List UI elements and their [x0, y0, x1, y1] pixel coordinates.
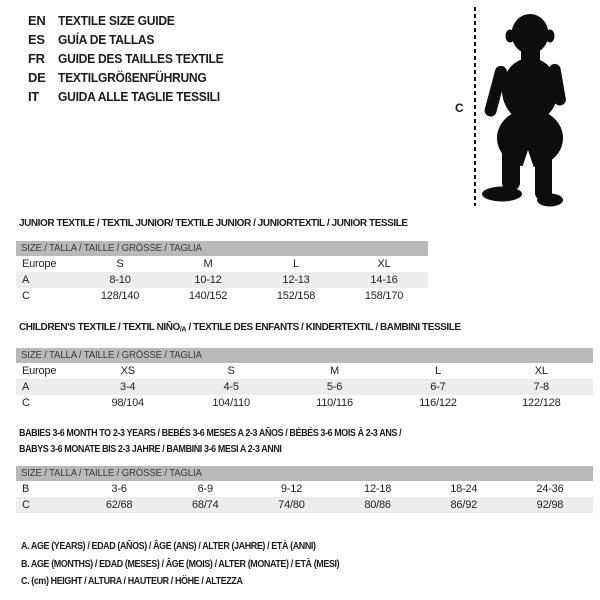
table-cell: 4-5: [223, 380, 239, 393]
table-cell: S: [116, 258, 124, 270]
table-cell: 12-13: [282, 274, 310, 286]
childrens-textile-table: [16, 321, 593, 411]
table-cell: 18-24: [450, 483, 478, 495]
baby-silhouette-icon: [480, 8, 574, 208]
table-cell: 92/98: [536, 499, 564, 511]
language-code: ES: [28, 32, 45, 47]
table-title-line1: BABIES 3-6 MONTH TO 2-3 YEARS / BEBÉS 3-6 MESES A 2-3 AÑOS / BÉBÉS 3-6 MOIS À 2-3 ANS /: [19, 427, 402, 439]
size-header-bar: [16, 241, 428, 256]
table-cell: 8-10: [109, 274, 131, 286]
table-row: [16, 363, 593, 379]
row-label: C: [22, 290, 30, 302]
size-bar-text: SIZE / TALLA / TAILLE / GRÖSSE / TAGLIA: [21, 348, 202, 361]
header-row-de: [28, 68, 236, 87]
guide-title: GUÍA DE TALLAS: [58, 32, 155, 47]
table-body: [16, 256, 428, 304]
table-row: [16, 481, 593, 497]
table-title: [19, 321, 593, 336]
table-cell: M: [203, 258, 213, 270]
table-row: [16, 395, 593, 411]
table-cell: 14-16: [370, 274, 398, 286]
table-cell: 140/152: [188, 290, 228, 302]
table-cell: 6-9: [197, 483, 213, 495]
table-cell: 128/140: [100, 290, 140, 302]
size-bar-text: SIZE / TALLA / TAILLE / GRÖSSE / TAGLIA: [21, 242, 202, 254]
title-suffix: / TEXTILE DES ENFANTS / KINDERTEXTIL / BAMBINI TESSILE: [186, 321, 461, 333]
table-cell: 3-4: [120, 380, 136, 393]
guide-title: GUIDA ALLE TAGLIE TESSILI: [58, 89, 220, 104]
table-body: [16, 481, 593, 513]
table-cell: XS: [120, 364, 135, 377]
legend-notes: [21, 538, 395, 591]
language-title-list: [28, 11, 236, 106]
table-title-text: JUNIOR TEXTILE / TEXTIL JUNIOR/ TEXTILE JUNIOR / JUNIORTEXTIL / JUNIOR TESSILE: [19, 217, 408, 229]
table-cell: 158/170: [364, 290, 404, 302]
row-label: C: [22, 396, 30, 409]
title-subscript: /A: [179, 324, 187, 334]
size-header-bar: [16, 348, 593, 363]
table-cell: M: [330, 364, 339, 377]
table-cell: L: [434, 364, 441, 377]
table-cell: 116/122: [419, 396, 457, 409]
junior-textile-table: [16, 217, 428, 304]
row-label: C: [22, 499, 30, 511]
table-title: [19, 425, 593, 457]
table-cell: 9-12: [280, 483, 303, 495]
height-measure-label: C: [455, 101, 464, 115]
baby-silhouette-shape: [482, 14, 567, 207]
table-cell: 62/68: [105, 499, 133, 511]
table-cell: 86/92: [450, 499, 478, 511]
table-title: [19, 217, 428, 229]
header-row-fr: [28, 49, 236, 68]
note-c: [21, 573, 395, 591]
table-title-text: [19, 321, 461, 336]
row-label: A: [22, 380, 30, 393]
language-code: IT: [28, 89, 39, 104]
babies-textile-table: [16, 425, 593, 513]
table-cell: 6-7: [430, 380, 446, 393]
table-cell: 7-8: [533, 380, 549, 393]
table-cell: L: [293, 258, 299, 270]
language-code: FR: [28, 51, 45, 66]
header-row-en: [28, 11, 236, 30]
table-cell: XL: [534, 364, 548, 377]
row-label: Europe: [22, 258, 57, 270]
row-label: A: [22, 274, 30, 286]
row-label: B: [22, 483, 30, 495]
table-title-line2: BABYS 3-6 MONATE BIS 2-3 JAHRE / BAMBINI 3-6 MESI A 2-3 ANNI: [19, 443, 282, 455]
table-body: [16, 363, 593, 411]
table-row: [16, 272, 428, 288]
guide-title: TEXTILGRÖßENFÜHRUNG: [58, 70, 207, 85]
language-code: DE: [28, 70, 46, 85]
guide-title: GUIDE DES TAILLES TEXTILE: [58, 51, 224, 66]
table-cell: 10-12: [194, 274, 222, 286]
row-label: Europe: [22, 364, 57, 377]
table-cell: 104/110: [212, 396, 250, 409]
header-row-es: [28, 30, 236, 49]
table-cell: 80/86: [364, 499, 391, 511]
header-row-it: [28, 87, 236, 106]
size-bar-text: SIZE / TALLA / TAILLE / GRÖSSE / TAGLIA: [21, 467, 202, 479]
table-cell: 24-36: [536, 483, 564, 495]
guide-title: TEXTILE SIZE GUIDE: [58, 13, 175, 28]
table-cell: 5-6: [326, 380, 343, 393]
note-b-text: B. AGE (MONTHS) / EDAD (MESES) / ÂGE (MOIS) / ALTER (MONATE) / ETÀ (MESI): [21, 557, 340, 570]
table-cell: XL: [377, 258, 391, 270]
table-cell: 110/116: [316, 396, 353, 409]
language-code: EN: [28, 13, 46, 28]
table-row: [16, 379, 593, 395]
table-row: [16, 288, 428, 304]
note-c-text: C. (cm) HEIGHT / ALTURA / HAUTEUR / HÖHE / ALTEZZA: [21, 575, 243, 587]
table-cell: S: [227, 364, 235, 377]
table-row: [16, 497, 593, 513]
table-cell: 98/104: [111, 396, 144, 409]
table-cell: 74/80: [278, 499, 305, 511]
size-header-bar: [16, 466, 593, 481]
table-cell: 68/74: [191, 499, 219, 511]
table-row: [16, 256, 428, 272]
height-measure-dashed-line: [474, 7, 476, 206]
note-b: [21, 556, 395, 574]
title-prefix: CHILDREN'S TEXTILE / TEXTIL NIÑO: [19, 321, 180, 333]
note-a: [21, 538, 395, 556]
table-cell: 12-18: [364, 483, 392, 495]
table-cell: 122/128: [522, 396, 561, 409]
table-cell: 152/158: [276, 290, 316, 302]
table-cell: 3-6: [111, 483, 127, 495]
note-a-text: A. AGE (YEARS) / EDAD (AÑOS) / ÂGE (ANS) / ALTER (JAHRE) / ETÀ (ANNI): [21, 540, 316, 552]
